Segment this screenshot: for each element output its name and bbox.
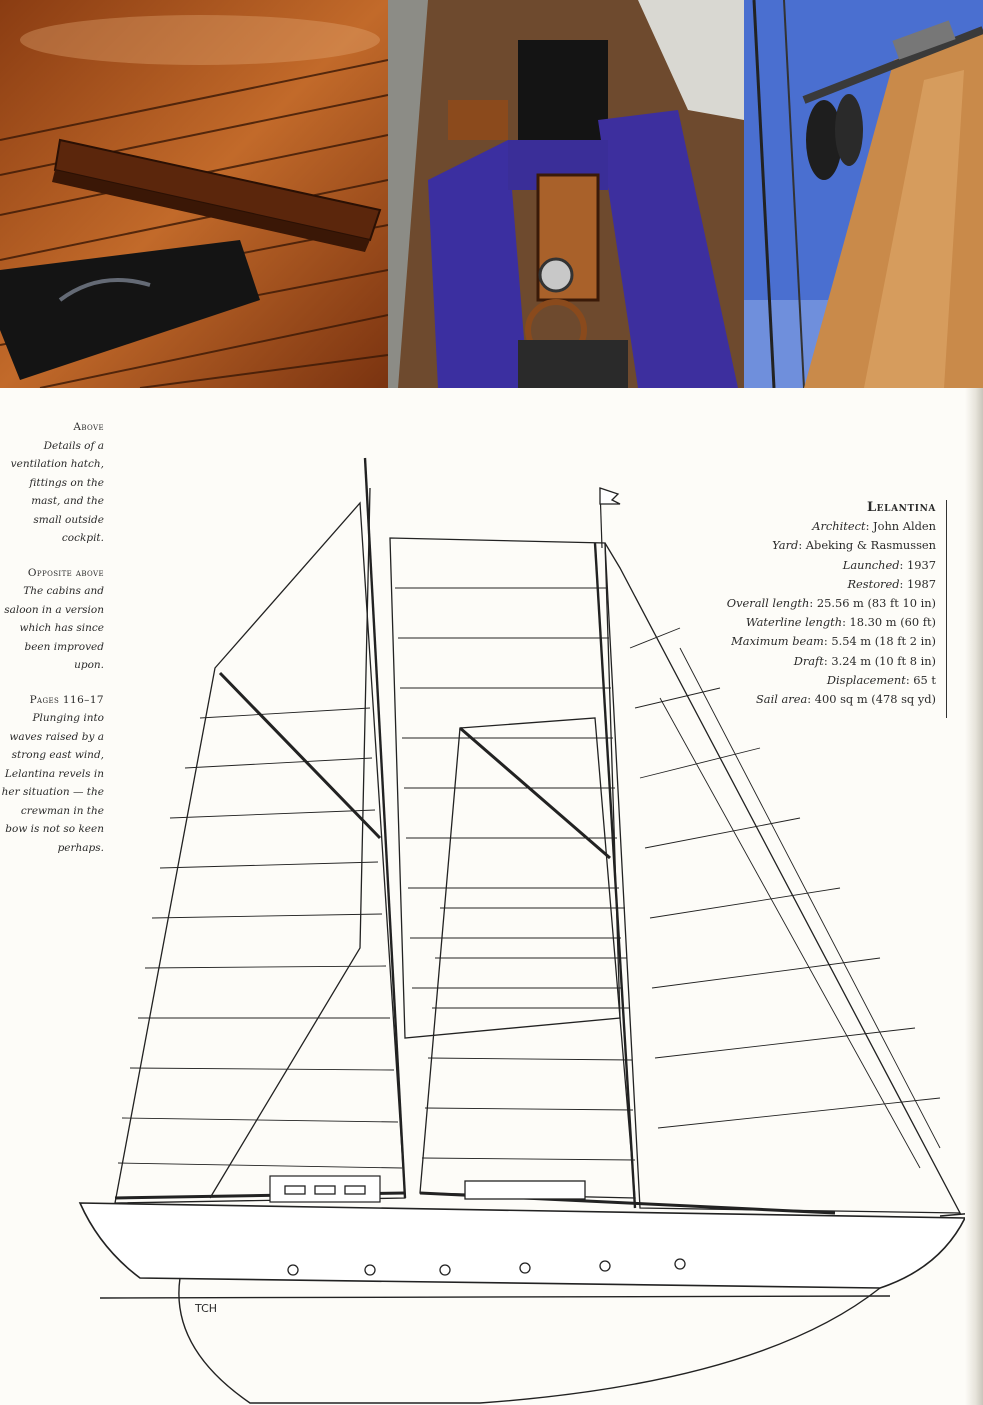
page-gutter <box>965 388 983 1405</box>
spec-row: Overall length: 25.56 m (83 ft 10 in) <box>726 596 936 611</box>
cockpit-photo-icon <box>388 0 744 388</box>
spec-row: Restored: 1987 <box>847 576 936 591</box>
caption-heading: Opposite above <box>27 566 104 579</box>
spec-divider <box>946 500 947 718</box>
spec-row: Displacement: 65 t <box>826 672 936 687</box>
spec-row: Launched: 1937 <box>842 557 936 572</box>
caption-heading: Pages 116–17 <box>29 693 104 706</box>
caption-text: The cabins and saloon in a version which has since been improved upon. <box>4 585 104 671</box>
boat-name: Lelantina <box>866 500 936 515</box>
photo-ventilation-hatch <box>0 0 388 388</box>
spec-row: Yard: Abeking & Rasmussen <box>772 538 936 553</box>
spec-row: Draft: 3.24 m (10 ft 8 in) <box>793 653 936 668</box>
hatch-photo-icon <box>0 0 388 388</box>
caption-heading: Above <box>73 421 104 433</box>
spec-row: Maximum beam: 5.54 m (18 ft 2 in) <box>731 634 936 649</box>
mast-photo-icon <box>744 0 983 388</box>
caption-text: Details of a ventilation hatch, fittings on the mast, and the small outside cockpit. <box>10 439 104 544</box>
spec-box <box>700 498 936 709</box>
photo-cockpit <box>388 0 744 388</box>
drawing-signature: TCH <box>195 1302 218 1315</box>
spec-row: Architect: John Alden <box>812 519 936 534</box>
photo-mast-fitting <box>744 0 983 388</box>
caption-text: Plunging into waves raised by a strong east wind, Lelantina revels in her situation — the crewman in the bow is not so keen perhaps. <box>1 712 104 854</box>
spec-row: Waterline length: 18.30 m (60 ft) <box>745 615 936 630</box>
spec-row: Sail area: 400 sq m (478 sq yd) <box>755 692 936 707</box>
